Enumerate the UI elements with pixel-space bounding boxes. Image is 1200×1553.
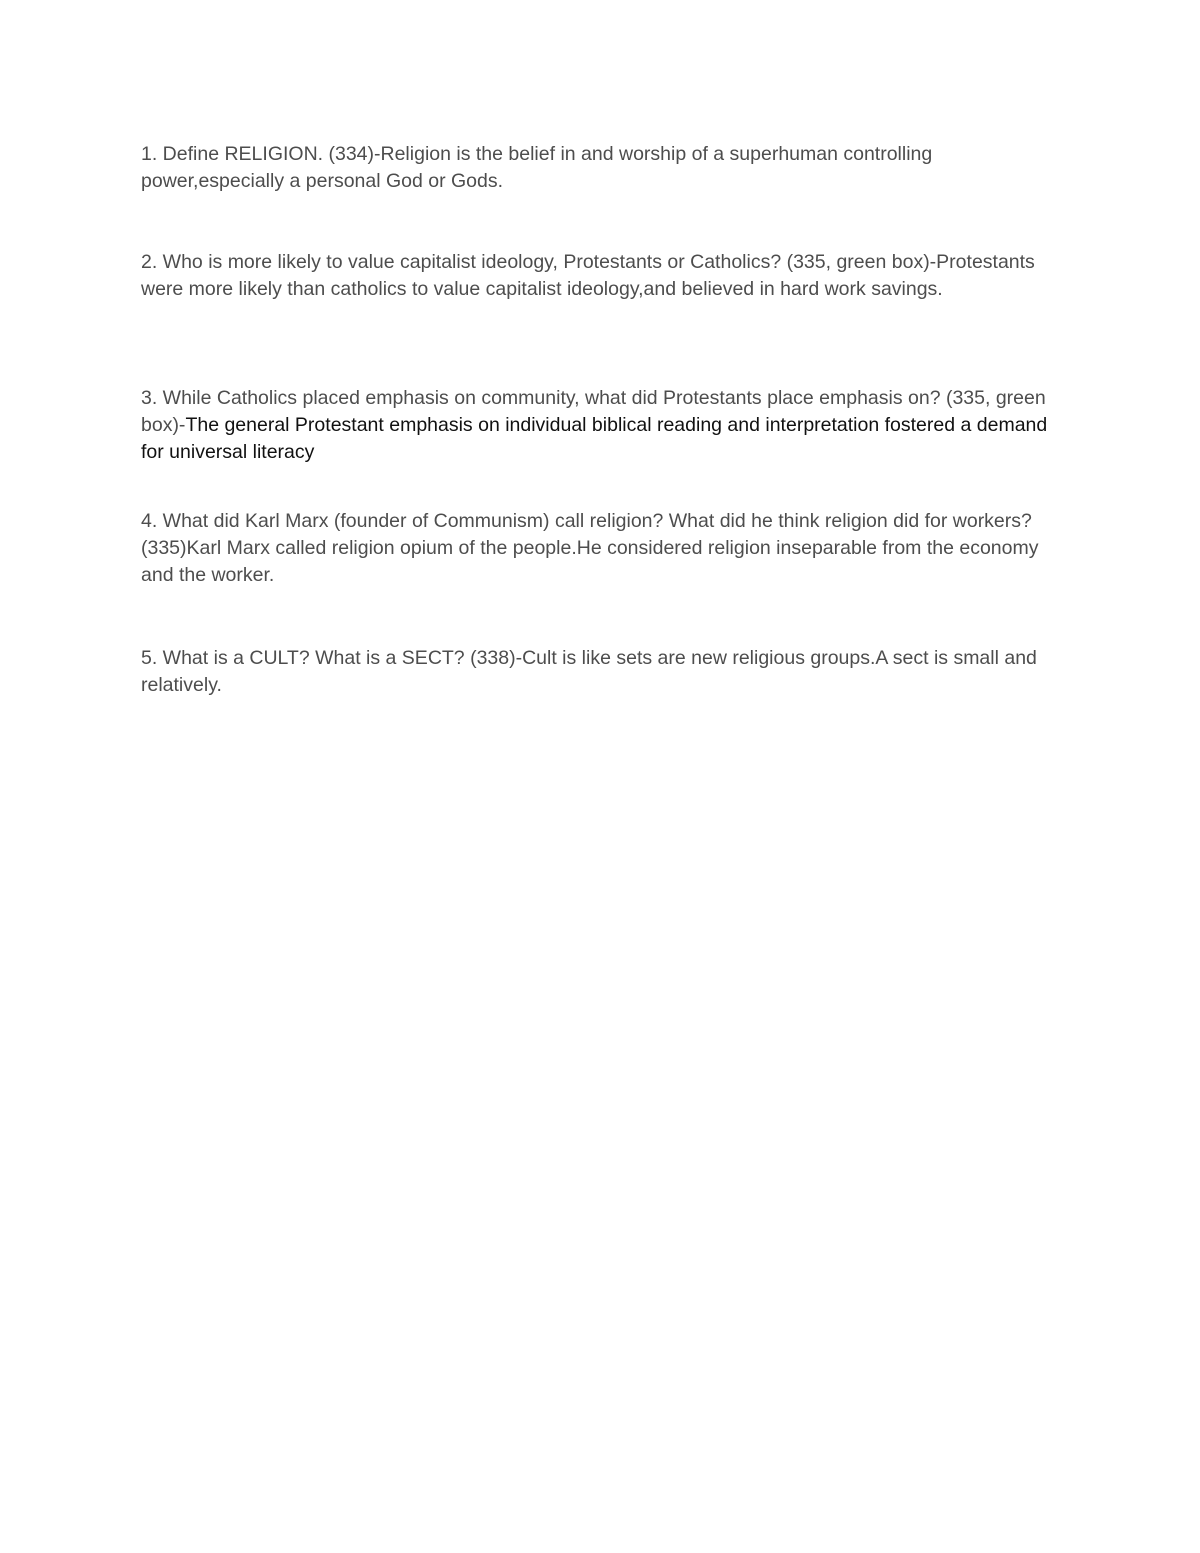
question-3-answer: The general Protestant emphasis on individual biblical reading and interpretation fostered a demand for universal literacy [141,414,1048,463]
question-5: 5. What is a CULT? What is a SECT? (338)-Cult is like sets are new religious groups.A sect is small and relatively. [141,647,1037,696]
question-4: 4. What did Karl Marx (founder of Communism) call religion? What did he think religion did for workers? (335)Karl Marx called religion opium of the people.He considered religion inseparable from the economy and the worker. [141,510,1039,586]
question-2: 2. Who is more likely to value capitalist ideology, Protestants or Catholics? (335, green box)-Protestants were more likely than catholics to value capitalist ideology,and believed in hard work savings. [141,251,1035,300]
question-3 [141,385,1066,466]
question-1: 1. Define RELIGION. (334)-Religion is the belief in and worship of a superhuman controlling power,especially a personal God or Gods. [141,143,933,192]
question-3-prompt: 3. While Catholics placed emphasis on community, what did Protestants place emphasis on? (335, green box)- [141,387,1046,436]
